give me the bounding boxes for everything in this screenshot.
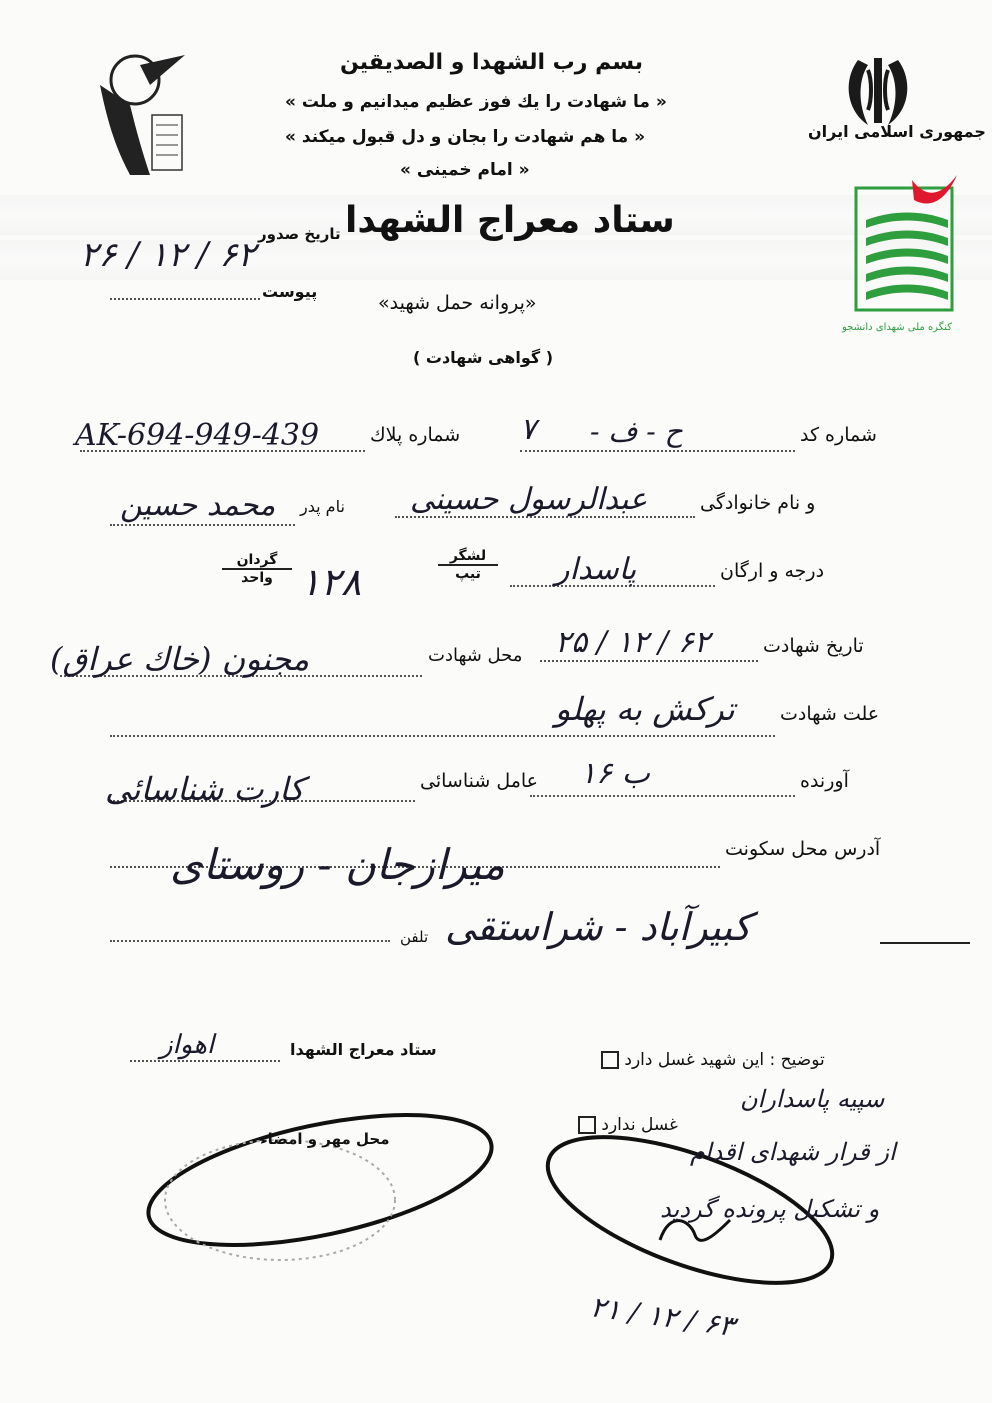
address-label: آدرس محل سکونت	[725, 838, 881, 860]
bringer-line	[530, 795, 795, 797]
martyr-date-value: ۲۵ / ۱۲ / ۶۲	[555, 625, 711, 660]
rank-label: درجه و ارگان	[720, 560, 825, 582]
phone-label: تلفن	[400, 928, 429, 946]
martyr-date-line	[540, 660, 758, 662]
division-fraction	[438, 548, 498, 582]
attachment-line	[110, 298, 260, 300]
staff-value: اهواز	[160, 1030, 215, 1060]
staff-line	[130, 1060, 280, 1062]
tag-value: AK-694-949-439	[75, 418, 320, 453]
ghusl-checkbox[interactable]	[601, 1051, 619, 1069]
ink-stroke	[880, 942, 970, 944]
name-value: عبدالرسول حسینی	[410, 482, 648, 517]
address-value-1: میرازجان - روستای	[170, 840, 505, 889]
congress-logo-icon	[852, 170, 962, 320]
cause-label: علت شهادت	[780, 703, 880, 725]
address-line-2	[110, 940, 390, 942]
quote-line-2: « ما هم شهادت را بجان و دل قبول میکند »	[285, 127, 646, 147]
issue-date-label: تاریخ صدور	[258, 225, 341, 243]
ghusl-note-label: توضیح : این شهید غسل دارد	[624, 1050, 825, 1070]
father-line	[110, 524, 295, 526]
permit-title: «پروانه حمل شهید»	[378, 292, 537, 314]
code-value-2: ۷	[520, 412, 537, 447]
battalion-fraction	[222, 552, 292, 586]
attachment-label: پیوست	[262, 282, 318, 301]
cause-line	[110, 735, 775, 737]
code-line	[520, 450, 795, 452]
iran-emblem-caption: جمهوری اسلامی ایران	[808, 122, 986, 141]
sign-note-3: و تشکیل پرونده گردید	[660, 1195, 880, 1223]
quote-author: « امام خمینی »	[400, 160, 530, 180]
issue-date-value: ۲۶ / ۱۲ / ۶۲	[80, 235, 256, 275]
certificate-title: ( گواهی شهادت )	[413, 348, 554, 367]
bringer-value: ب ۱۶	[580, 756, 651, 791]
quote-line-1: « ما شهادت را یك فوز عظیم میدانیم و ملت »	[285, 92, 667, 112]
code-label: شماره کد	[800, 424, 877, 446]
no-ghusl-label: غسل ندارد	[601, 1115, 678, 1135]
father-label: نام پدر	[300, 497, 345, 516]
division-value: ۱۲۸	[300, 560, 362, 604]
tag-label: شماره پلاك	[370, 424, 461, 446]
bismillah: بسم رب الشهدا و الصدیقین	[340, 50, 644, 75]
address-value-2: کبیرآباد - شراستقی	[445, 905, 752, 949]
bringer-label: آورنده	[800, 770, 849, 792]
cause-value: ترکش به پهلو	[555, 690, 735, 728]
martyr-place-value: مجنون (خاك عراق)	[50, 640, 310, 678]
iran-emblem-icon	[838, 50, 918, 130]
sign-date: ۲۱ / ۱۲ / ۶۳	[588, 1290, 737, 1343]
sign-note-1: سپیه پاسداران	[740, 1085, 885, 1113]
martyr-date-label: تاریخ شهادت	[763, 635, 864, 657]
battalion-top: گردان	[236, 552, 278, 568]
stamp-oval	[130, 1090, 510, 1290]
staff-label: ستاد معراج الشهدا	[290, 1040, 437, 1059]
name-label: و نام خانوادگی	[700, 492, 816, 514]
sign-note-2: از قرار شهدای اقدام	[690, 1138, 896, 1166]
father-value: محمد حسین	[120, 488, 276, 523]
ghusl-note	[595, 1050, 825, 1070]
congress-logo-caption: کنگره ملی شهدای دانشجو	[842, 322, 952, 333]
division-top: لشگر	[449, 548, 487, 564]
id-agent-label: عامل شناسائی	[420, 770, 539, 792]
id-agent-value: کارت شناسائی	[105, 770, 305, 808]
irgc-emblem-icon	[90, 45, 190, 185]
seal-label: محل مهر و امضاء	[260, 1130, 390, 1148]
battalion-bottom: واحد	[222, 568, 292, 586]
org-title: ستاد معراج الشهدا	[345, 200, 675, 241]
rank-value: پاسدار	[555, 552, 637, 587]
martyr-place-label: محل شهادت	[428, 645, 523, 666]
code-value: ح - ف -	[590, 415, 683, 448]
division-bottom: تیپ	[438, 564, 498, 582]
